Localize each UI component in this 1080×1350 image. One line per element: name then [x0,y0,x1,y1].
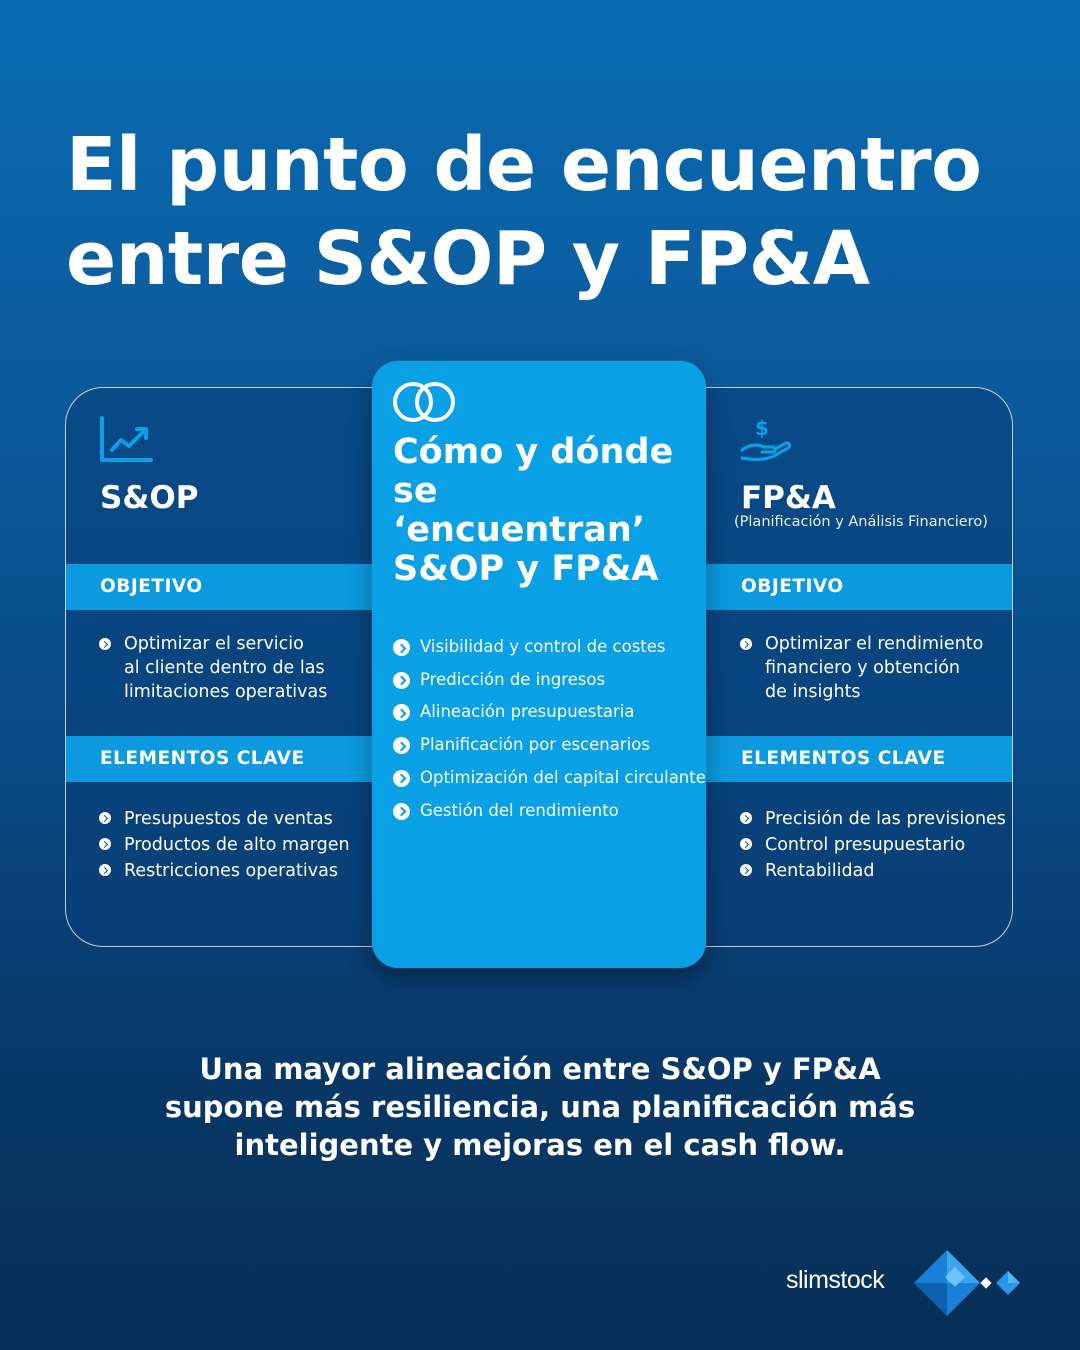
intersection-item: Gestión del rendimiento [420,800,619,820]
sop-objective-line-1: Optimizar el servicio [124,634,304,654]
hand-dollar-icon [740,416,794,464]
sop-key-item: Productos de alto margen [124,835,350,855]
intersection-item: Planificación por escenarios [420,735,650,755]
sop-key-item: Presupuestos de ventas [124,809,333,829]
intersection-title-line-3: S&OP y FP&A [393,549,659,589]
chevron-bullet-icon [99,812,111,824]
intersection-item: Predicción de ingresos [420,669,606,689]
list-item [393,696,706,729]
list-item [393,664,706,697]
fpa-objective-line-2: financiero y obtención [765,658,960,678]
list-item [99,832,350,858]
chevron-bullet-icon [740,812,752,824]
list-item [740,806,1006,832]
closing-statement-line-2: supone más resiliencia, una planificación más [164,1090,916,1124]
fpa-key-item: Rentabilidad [765,861,875,881]
fpa-key-item: Control presupuestario [765,835,966,855]
fpa-key-label: ELEMENTOS CLAVE [741,748,946,769]
list-item [393,795,706,828]
sop-key-item: Restricciones operativas [124,861,338,881]
brand-name: slimstock [786,1266,885,1294]
chevron-bullet-icon [393,770,410,787]
chevron-bullet-icon [393,737,410,754]
intersection-item: Alineación presupuestaria [420,702,635,722]
list-item [393,729,706,762]
sop-objective-list [99,632,327,704]
intersection-title-line-2: se ‘encuentran’ [393,471,646,550]
fpa-subtitle: (Planificación y Análisis Financiero) [734,514,988,530]
trend-up-chart-icon [99,416,153,464]
fpa-objective-line-1: Optimizar el rendimiento [765,634,984,654]
intersection-list [393,631,706,827]
intersection-item: Optimización del capital circulante [420,767,706,787]
list-item [393,762,706,795]
diamond-logo-icon [912,1248,1027,1318]
overlapping-circles-icon [390,379,460,425]
chevron-bullet-icon [393,803,410,820]
sop-objective-line-3: limitaciones operativas [124,682,328,702]
fpa-title: FP&A [741,480,836,516]
sop-column [66,388,372,946]
list-item [99,858,350,884]
sop-objective-label: OBJETIVO [100,576,203,597]
list-item [393,631,706,664]
list-item [740,632,983,704]
sop-key-label: ELEMENTOS CLAVE [100,748,305,769]
chevron-bullet-icon [740,838,752,850]
chevron-bullet-icon [740,638,752,650]
page-title [66,118,1026,306]
intersection-item: Visibilidad y control de costes [420,637,666,656]
intersection-card [372,361,706,968]
intersection-title [393,433,693,589]
chevron-bullet-icon [99,638,111,650]
list-item [99,632,327,704]
chevron-bullet-icon [393,704,410,721]
list-item [99,806,350,832]
sop-title: S&OP [100,480,199,516]
sop-objective-line-2: al cliente dentro de las [124,658,325,678]
fpa-objective-line-3: de insights [765,682,861,702]
chevron-bullet-icon [740,864,752,876]
intersection-title-line-1: Cómo y dónde [393,432,674,472]
fpa-key-list [740,806,1006,884]
closing-statement-line-1: Una mayor alineación entre S&OP y FP&A [199,1052,881,1086]
fpa-column [707,388,1013,946]
page-title-line-1: El punto de encuentro [66,122,982,208]
fpa-key-item: Precisión de las previsiones [765,809,1006,829]
svg-text:$: $ [755,416,769,440]
chevron-bullet-icon [393,672,410,689]
fpa-objective-label: OBJETIVO [741,576,844,597]
closing-statement [140,1050,940,1164]
list-item [740,832,1006,858]
closing-statement-line-3: inteligente y mejoras en el cash flow. [234,1128,846,1162]
sop-key-list [99,806,350,884]
brand-logo [786,1248,1036,1318]
page-title-line-2: entre S&OP y FP&A [66,216,870,302]
chevron-bullet-icon [99,864,111,876]
chevron-bullet-icon [99,838,111,850]
list-item [740,858,1006,884]
chevron-bullet-icon [393,639,410,656]
fpa-objective-list [740,632,983,704]
